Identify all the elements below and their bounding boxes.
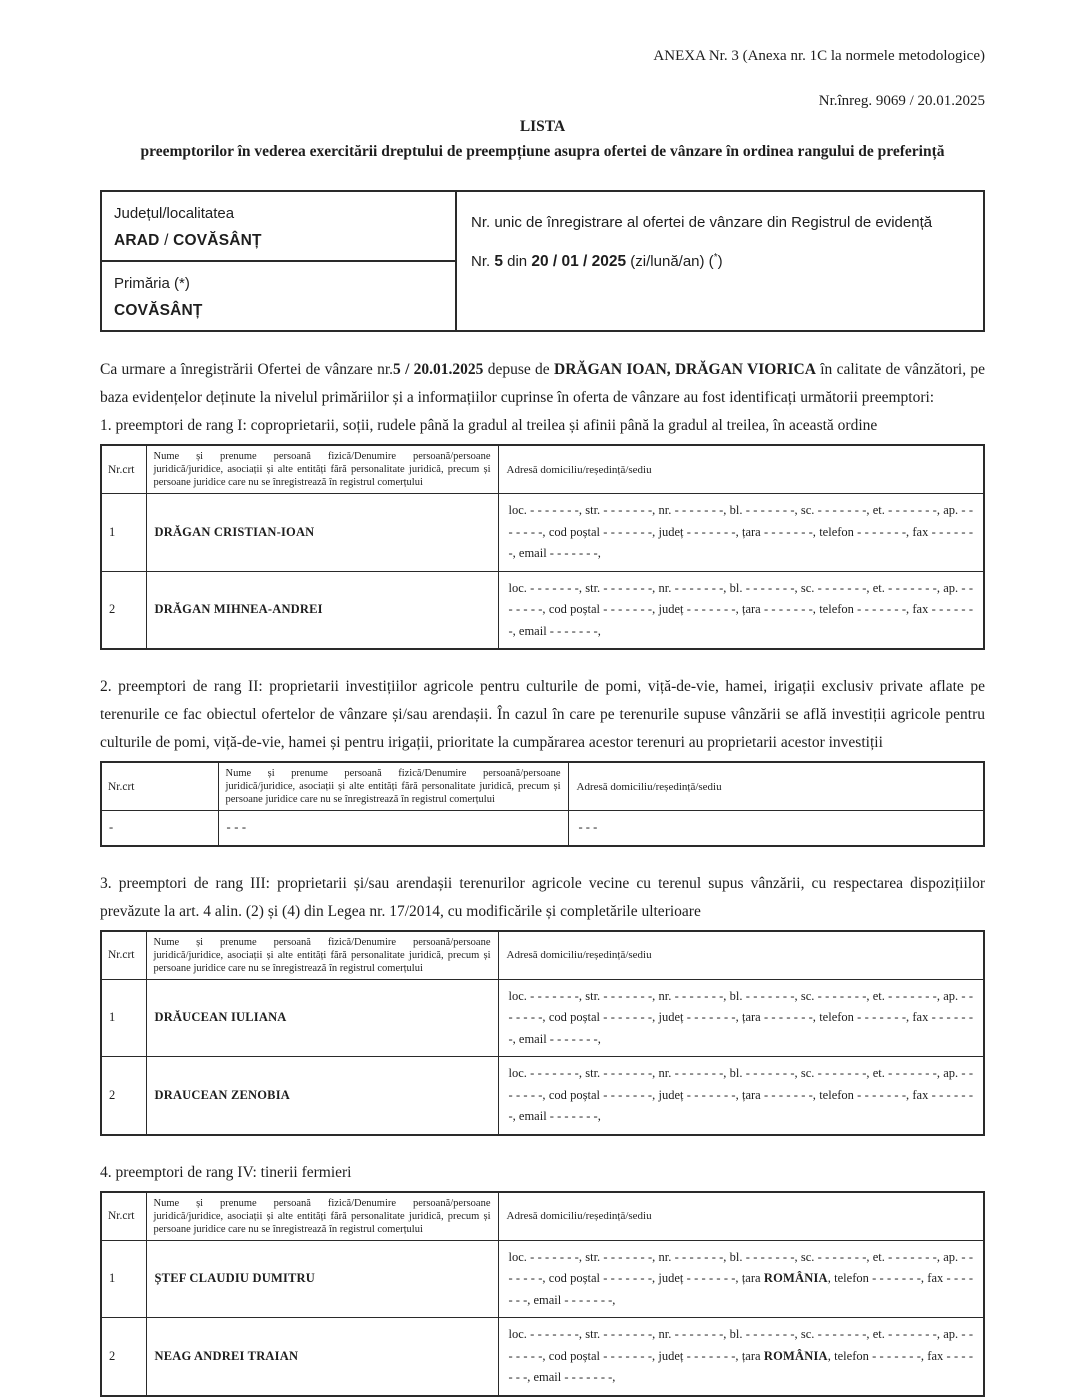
address-country-bold: ROMÂNIA — [763, 1348, 828, 1363]
col-header-name: Nume și prenume persoană fizică/Denumire persoană/persoane juridică/juridice, asociații și alte entități fără personalitate juridică, precum și persoane juridice care nu se înregistrează în registrul comerțului — [146, 445, 498, 494]
table-row — [101, 811, 984, 846]
preemptors-table-rank-3 — [100, 930, 985, 1136]
locality-value-name: COVĂSÂNȚ — [173, 232, 262, 249]
info-table-left-column — [102, 192, 457, 330]
intro-part2: depuse de — [483, 361, 554, 378]
row-number: 2 — [101, 571, 146, 649]
col-header-address: Adresă domiciliu/reședință/sediu — [498, 931, 984, 980]
intro-paragraph — [100, 356, 985, 412]
preemptor-address — [568, 811, 984, 846]
rank-1-heading: 1. preemptori de rang I: coproprietarii, soții, rudele până la gradul al treilea și afinii până la gradul al treilea, în această ordine — [100, 417, 878, 434]
city-hall-cell — [102, 262, 455, 330]
offer-date: 20 / 01 / 2025 — [531, 253, 627, 270]
col-header-nr: Nr.crt — [101, 931, 146, 980]
preemptor-address — [498, 979, 984, 1057]
preemptor-name: - - - — [218, 811, 568, 846]
table-row — [101, 1057, 984, 1135]
county-cell — [102, 192, 455, 262]
preemptors-table-rank-4 — [100, 1191, 985, 1397]
address-country-bold: ROMÂNIA — [763, 1271, 828, 1285]
nr-prefix: Nr. — [471, 253, 495, 270]
preemptors-table-rank-1 — [100, 444, 985, 650]
preemptor-name: DRAUCEAN ZENOBIA — [146, 1057, 498, 1135]
preemptor-name: DRĂGAN CRISTIAN-IOAN — [146, 494, 498, 572]
intro-part1: Ca urmare a înregistrării Ofertei de vânzare nr. — [100, 361, 394, 378]
row-number: 2 — [101, 1318, 146, 1396]
table-row — [101, 1240, 984, 1318]
col-header-name: Nume și prenume persoană fizică/Denumire persoană/persoane juridică/juridice, asociații și alte entități fără personalitate juridică, precum și persoane juridice care nu se înregistrează în registrul comerțului — [146, 931, 498, 980]
address-text: loc. - - - - - - -, str. - - - - - - -, nr. - - - - - - -, bl. - - - - - - -, sc. - - - - - - -, et. - - - - - - -, ap. - - - - - - -, cod poștal - - - - - - -, județ - - - - - - -, țara - - - - - - -, telefon - - - - - - -, fax - - - - - - -, email - - - - - - -, — [508, 580, 973, 638]
intro-part3: în calitate de vânzători, pe baza evidențelor deținute la nivelul primăriilor și a informațiilor cuprinse în oferta de vânzare au fost identificați următorii preemptori: — [100, 361, 986, 406]
address-text: loc. - - - - - - -, str. - - - - - - -, nr. - - - - - - -, bl. - - - - - - -, sc. - - - - - - -, et. - - - - - - -, ap. - - - - - - -, cod poștal - - - - - - -, județ - - - - - - -, țara - - - - - - -, telefon - - - - - - -, fax - - - - - - -, email - - - - - - -, — [508, 503, 973, 560]
unique-registration-label: Nr. unic de înregistrare al ofertei de vânzare din Registrul de evidență — [471, 214, 933, 231]
preemptor-name: DRĂUCEAN IULIANA — [146, 979, 498, 1057]
footnote-star: * — [713, 252, 718, 263]
sellers-names-bold: DRĂGAN IOAN, DRĂGAN VIORICA — [554, 361, 816, 378]
nr-mid: din — [502, 253, 532, 270]
address-text: loc. - - - - - - -, str. - - - - - - -, nr. - - - - - - -, bl. - - - - - - -, sc. - - - - - - -, et. - - - - - - -, ap. - - - - - - -, cod poștal - - - - - - -, județ - - - - - - -, țara — [508, 1249, 973, 1285]
nr-suffix: (zi/lună/an) ( — [626, 253, 714, 270]
row-number: 1 — [101, 979, 146, 1057]
table-row — [101, 1318, 984, 1396]
county-value-name: ARAD — [114, 232, 160, 249]
document-title: LISTA — [519, 118, 566, 135]
address-text: loc. - - - - - - -, str. - - - - - - -, nr. - - - - - - -, bl. - - - - - - -, sc. - - - - - - -, et. - - - - - - -, ap. - - - - - - -, cod poștal - - - - - - -, județ - - - - - - -, țara — [508, 1327, 973, 1363]
table-header-row — [101, 445, 984, 494]
preemptor-name: DRĂGAN MIHNEA-ANDREI — [146, 571, 498, 649]
address-text: loc. - - - - - - -, str. - - - - - - -, nr. - - - - - - -, bl. - - - - - - -, sc. - - - - - - -, et. - - - - - - -, ap. - - - - - - -, cod poștal - - - - - - -, județ - - - - - - -, țara - - - - - - -, telefon - - - - - - -, fax - - - - - - -, email - - - - - - -, — [508, 1066, 973, 1123]
rank-4-heading: 4. preemptori de rang IV: tinerii fermieri — [100, 1163, 352, 1181]
table-header-row — [101, 1192, 984, 1241]
table-row — [101, 494, 984, 572]
county-separator: / — [159, 232, 174, 249]
offer-number-line — [471, 241, 969, 278]
info-table-right-column — [457, 192, 983, 330]
county-value — [114, 232, 443, 250]
col-header-name: Nume și prenume persoană fizică/Denumire persoană/persoane juridică/juridice, asociații și alte entități fără personalitate juridică, precum și persoane juridice care nu se înregistrează în registrul comerțului — [146, 1192, 498, 1241]
annex-note: ANEXA Nr. 3 (Anexa nr. 1C la normele metodologice) — [653, 48, 985, 64]
nr-close: ) — [717, 253, 723, 270]
rank-3-heading: 3. preemptori de rang III: proprietarii și/sau arendașii terenurilor agricole vecine cu terenul supus vânzării, cu respectarea dispozițiilor prevăzute la art. 4 alin. (2) și (4) din Legea nr. 17/2014, cu modificările și completările ulterioare — [100, 874, 985, 920]
rank-2-heading: 2. preemptori de rang II: proprietarii investițiilor agricole pentru culturile de pomi, viță-de-vie, hamei, irigații exclusiv private aflate pe terenurile ce fac obiectul ofertelor de vânzare și/sau arendașii. În cazul în care pe terenurile supuse vânzării se află investiții agricole pentru culturile de pomi, viță-de-vie, hamei și pentru irigații, prioritate la cumpărarea acestor terenuri au proprietarii acestor investiții — [100, 678, 985, 751]
col-header-nr: Nr.crt — [101, 1192, 146, 1241]
address-text-tail: , telefon - - - - - - -, fax - - - - - - -, email - - - - - - -, — [508, 1271, 973, 1307]
address-text: - - - — [578, 820, 598, 834]
col-header-name: Nume și prenume persoană fizică/Denumire persoană/persoane juridică/juridice, asociații și alte entități fără personalitate juridică, precum și persoane juridice care nu se înregistrează în registrul comerțului — [218, 762, 568, 811]
preemptors-table-rank-2 — [100, 761, 985, 847]
registration-number-line: Nr.înreg. 9069 / 20.01.2025 — [818, 93, 985, 109]
city-hall-value: COVĂSÂNȚ — [114, 302, 203, 319]
city-hall-label: Primăria (*) — [114, 275, 190, 292]
row-number: - — [101, 811, 218, 846]
offer-ref-bold: 5 / 20.01.2025 — [393, 361, 484, 378]
preemptor-name: NEAG ANDREI TRAIAN — [146, 1318, 498, 1396]
address-text-tail: , telefon - - - - - - -, fax - - - - - - -, email - - - - - - -, — [508, 1348, 973, 1384]
row-number: 2 — [101, 1057, 146, 1135]
table-header-row — [101, 762, 984, 811]
county-label: Județul/localitatea — [114, 205, 235, 222]
document-subtitle: preemptorilor în vederea exercitării dreptului de preempțiune asupra ofertei de vânzare în ordinea rangului de preferință — [140, 143, 945, 160]
info-table — [100, 190, 985, 332]
col-header-address: Adresă domiciliu/reședință/sediu — [498, 445, 984, 494]
offer-number: 5 — [494, 253, 503, 270]
col-header-address: Adresă domiciliu/reședință/sediu — [568, 762, 984, 811]
table-row — [101, 979, 984, 1057]
col-header-address: Adresă domiciliu/reședință/sediu — [498, 1192, 984, 1241]
col-header-nr: Nr.crt — [101, 445, 146, 494]
preemptor-address — [498, 494, 984, 572]
row-number: 1 — [101, 1240, 146, 1318]
row-number: 1 — [101, 494, 146, 572]
preemptor-address — [498, 1057, 984, 1135]
preemptor-address — [498, 571, 984, 649]
preemptor-address — [498, 1240, 984, 1318]
preemptor-address — [498, 1318, 984, 1396]
address-text: loc. - - - - - - -, str. - - - - - - -, nr. - - - - - - -, bl. - - - - - - -, sc. - - - - - - -, et. - - - - - - -, ap. - - - - - - -, cod poștal - - - - - - -, județ - - - - - - -, țara - - - - - - -, telefon - - - - - - -, fax - - - - - - -, email - - - - - - -, — [508, 988, 973, 1046]
col-header-nr: Nr.crt — [101, 762, 218, 811]
table-header-row — [101, 931, 984, 980]
table-row — [101, 571, 984, 649]
preemptor-name: ȘTEF CLAUDIU DUMITRU — [146, 1240, 498, 1318]
